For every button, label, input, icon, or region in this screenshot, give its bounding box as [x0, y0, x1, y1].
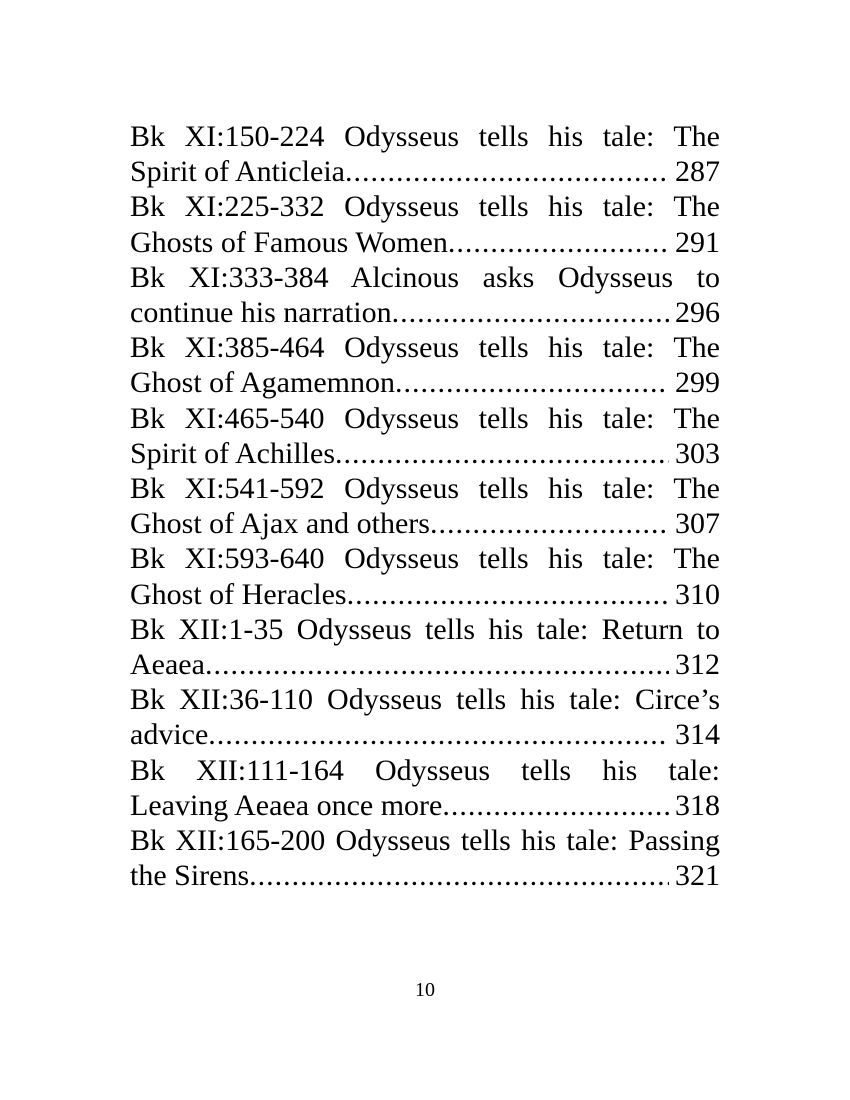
toc-entry-title: Bk XII:111-164 Odysseus tells his tale:	[130, 753, 720, 787]
toc-entry-title-continued: the Sirens	[130, 859, 250, 893]
toc-entry-title: Bk XI:150-224 Odysseus tells his tale: The	[130, 120, 720, 153]
toc-entry	[130, 330, 720, 400]
toc-entry-title-continued: Aeaea	[130, 648, 205, 682]
toc-entry-line	[130, 717, 720, 752]
dot-leader	[335, 436, 669, 471]
toc-entry-page: 303	[675, 436, 720, 470]
toc-entry-page: 299	[675, 366, 720, 400]
toc-entry	[130, 401, 720, 471]
dot-leader	[395, 365, 669, 400]
toc-entry-title-continued: Ghost of Agamemnon	[130, 366, 395, 400]
toc-entry-line	[130, 577, 720, 612]
toc-entry-page: 312	[675, 648, 720, 682]
toc-entry-title-continued: Ghost of Heracles	[130, 577, 347, 611]
toc-entry-page: 321	[675, 859, 720, 893]
toc-entry-title-continued: Ghosts of Famous Women	[130, 225, 448, 259]
toc-entry-title: Bk XI:465-540 Odysseus tells his tale: The	[130, 401, 720, 435]
toc-entry-page: 310	[675, 577, 720, 611]
toc-entry-title-continued: Leaving Aeaea once more	[130, 788, 443, 822]
toc-entry	[130, 823, 720, 893]
toc-entry-page: 287	[675, 155, 720, 189]
toc-entry	[130, 541, 720, 611]
toc-entry-page: 314	[675, 718, 720, 752]
dot-leader	[345, 154, 669, 189]
toc-entry-title-continued: continue his narration	[130, 296, 392, 330]
toc-entry-title: Bk XI:593-640 Odysseus tells his tale: The	[130, 542, 720, 576]
toc-entry	[130, 260, 720, 330]
toc-entry-title: Bk XII:165-200 Odysseus tells his tale: Passing	[130, 824, 720, 858]
toc-entry-title-continued: Spirit of Achilles	[130, 436, 335, 470]
toc-entry-title: Bk XI:225-332 Odysseus tells his tale: The	[130, 190, 720, 224]
toc-entry-title-continued: advice	[130, 718, 209, 752]
dot-leader	[208, 717, 669, 752]
dot-leader	[249, 858, 669, 893]
dot-leader	[448, 225, 669, 260]
toc-entry-page: 307	[675, 507, 720, 541]
toc-entry	[130, 119, 720, 189]
toc-entry	[130, 612, 720, 682]
toc-entry-title: Bk XII:36-110 Odysseus tells his tale: Circe’s	[130, 683, 720, 717]
dot-leader	[347, 577, 669, 612]
toc-entry-line	[130, 154, 720, 189]
toc-entry	[130, 682, 720, 752]
page-number: 10	[415, 979, 435, 1001]
toc-entry-page: 318	[675, 788, 720, 822]
toc-entry-title: Bk XI:541-592 Odysseus tells his tale: The	[130, 472, 720, 506]
dot-leader	[205, 647, 669, 682]
toc-entry-title-continued: Spirit of Anticleia	[130, 155, 345, 189]
dot-leader	[430, 506, 669, 541]
toc-entry-page: 291	[675, 225, 720, 259]
toc-entry-line	[130, 365, 720, 400]
toc-entry-line	[130, 295, 720, 330]
dot-leader	[442, 788, 669, 823]
toc-entry-title: Bk XI:385-464 Odysseus tells his tale: The	[130, 331, 720, 365]
toc-entry-line	[130, 436, 720, 471]
toc-entry-title: Bk XI:333-384 Alcinous asks Odysseus to	[130, 260, 720, 294]
toc-entry-line	[130, 225, 720, 260]
toc-entry-line	[130, 858, 720, 893]
toc-entry-line	[130, 788, 720, 823]
toc-entry-title: Bk XII:1-35 Odysseus tells his tale: Return to	[130, 612, 720, 646]
table-of-contents	[130, 119, 720, 893]
toc-entry	[130, 189, 720, 259]
toc-entry-page: 296	[675, 296, 720, 330]
toc-entry-line	[130, 506, 720, 541]
toc-entry	[130, 471, 720, 541]
toc-entry	[130, 753, 720, 823]
dot-leader	[392, 295, 669, 330]
toc-entry-line	[130, 647, 720, 682]
toc-entry-title-continued: Ghost of Ajax and others	[130, 507, 430, 541]
